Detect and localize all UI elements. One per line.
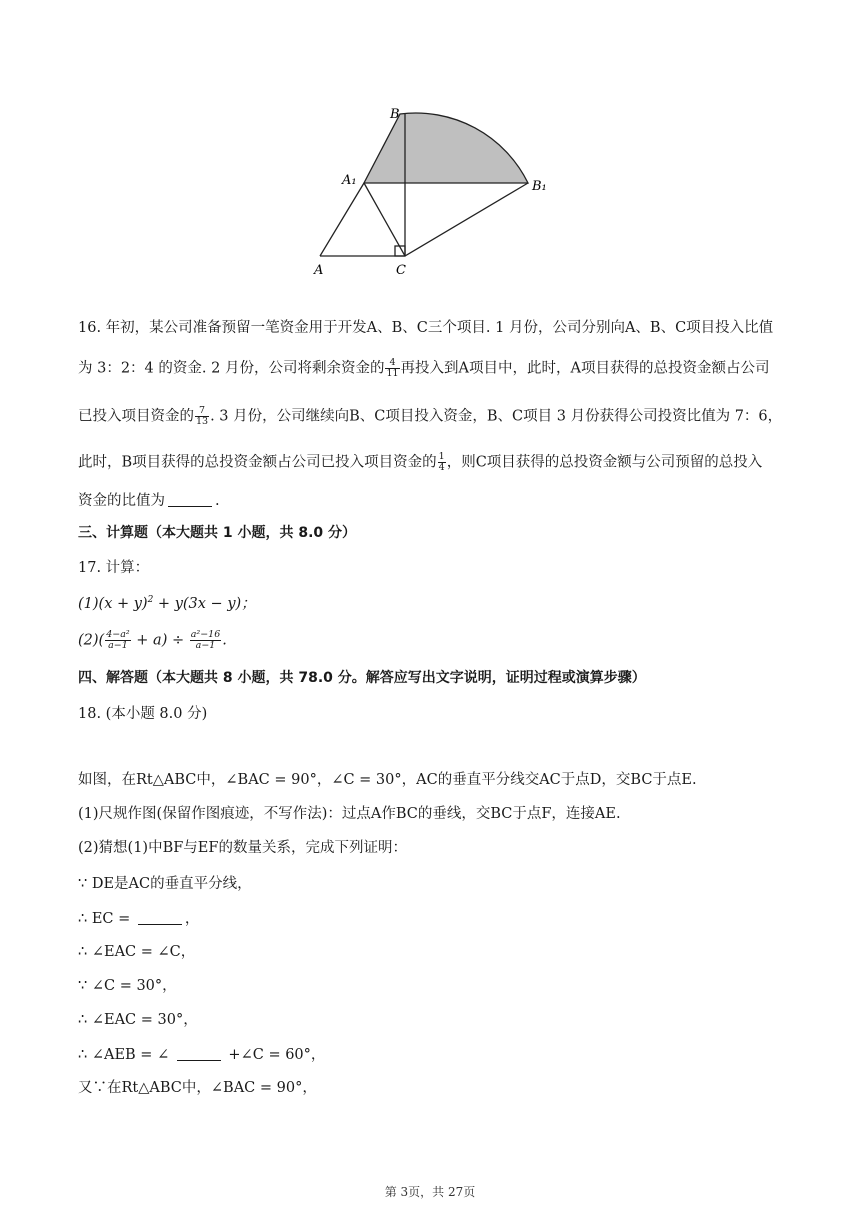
fraction-4-11: $\frac{4}{11}$ [386, 357, 399, 379]
proof-line-4: ∵ ∠C = 30°， [78, 978, 177, 994]
q18-stem: 如图，在Rt△ABC中，∠BAC = 90°，∠C = 30°，AC的垂直平分线交AC于点D，交BC于点E. [78, 772, 697, 788]
q16-line-3: 已投入项目资金的 $\frac{7}{13}$ . 3 月份，公司继续向B、C项目投入资金，B、C项目 3 月份获得公司投资比值为 7：6， [78, 405, 783, 427]
answer-blank [168, 492, 212, 507]
q16-line-1: 16. 年初，某公司准备预留一笔资金用于开发A、B、C三个项目. 1 月份，公司分别向A、B、C项目投入比值 [78, 320, 774, 336]
section-3-heading: 三、计算题（本大题共 1 小题，共 8.0 分） [78, 525, 357, 541]
section-4-heading: 四、解答题（本大题共 8 小题，共 78.0 分。解答应写出文字说明，证明过程或演算步骤） [78, 670, 646, 686]
shaded-sector [364, 113, 528, 183]
label-B: B [390, 107, 400, 122]
fraction-7-13: $\frac{7}{13}$ [196, 405, 209, 427]
proof-line-5: ∴ ∠EAC = 30°， [78, 1012, 198, 1028]
q17-part-2: (2)( $\frac{\text{4−a²}}{a-1}$ + a) ÷ $\frac{\text{a²−16}}{a-1}$ . [78, 629, 227, 651]
label-C: C [396, 263, 406, 278]
answer-blank [177, 1046, 221, 1061]
q16-line-2: 为 3：2：4 的资金. 2 月份，公司将剩余资金的 $\frac{4}{11}$ 再投入到A项目中，此时，A项目获得的总投资金额占公司 [78, 357, 770, 379]
q18-title: 18. (本小题 8.0 分) [78, 706, 208, 722]
q18-sub-1: (1)尺规作图(保留作图痕迹，不写作法)：过点A作BC的垂线，交BC于点F，连接AE. [78, 806, 621, 822]
proof-line-3: ∴ ∠EAC = ∠C， [78, 944, 196, 960]
fraction-a2-minus-16: $\frac{\text{a²−16}}{a-1}$ [190, 629, 221, 651]
answer-blank [138, 910, 182, 925]
q17-part-1: $(1)(x + y)^2 + y(3x - y)$； [78, 595, 256, 612]
label-B1: B₁ [532, 179, 547, 194]
page-footer: 第 3页，共 27页 [384, 1185, 476, 1199]
q16-line-5: 资金的比值为 . [78, 493, 220, 509]
label-A1: A₁ [342, 173, 357, 188]
q18-sub-2: (2)猜想(1)中BF与EF的数量关系，完成下列证明： [78, 840, 407, 856]
proof-line-1: ∵ DE是AC的垂直平分线， [78, 876, 252, 892]
label-A: A [314, 263, 324, 278]
fraction-1-4: $\frac{1}{4}$ [438, 451, 445, 473]
proof-line-7: 又∵在Rt△ABC中，∠BAC = 90°， [78, 1080, 317, 1096]
proof-line-6: ∴ ∠AEB = ∠ +∠C = 60°， [78, 1047, 326, 1063]
q17-title: 17. 计算： [78, 560, 150, 576]
geometry-figure [300, 98, 560, 288]
proof-line-2: ∴ EC = ， [78, 911, 200, 927]
q16-line-4: 此时，B项目获得的总投资金额占公司已投入项目资金的 $\frac{1}{4}$ ，则C项目获得的总投资金额与公司预留的总投入 [78, 451, 763, 473]
fraction-4-minus-a2: $\frac{\text{4−a²}}{a-1}$ [106, 629, 130, 651]
